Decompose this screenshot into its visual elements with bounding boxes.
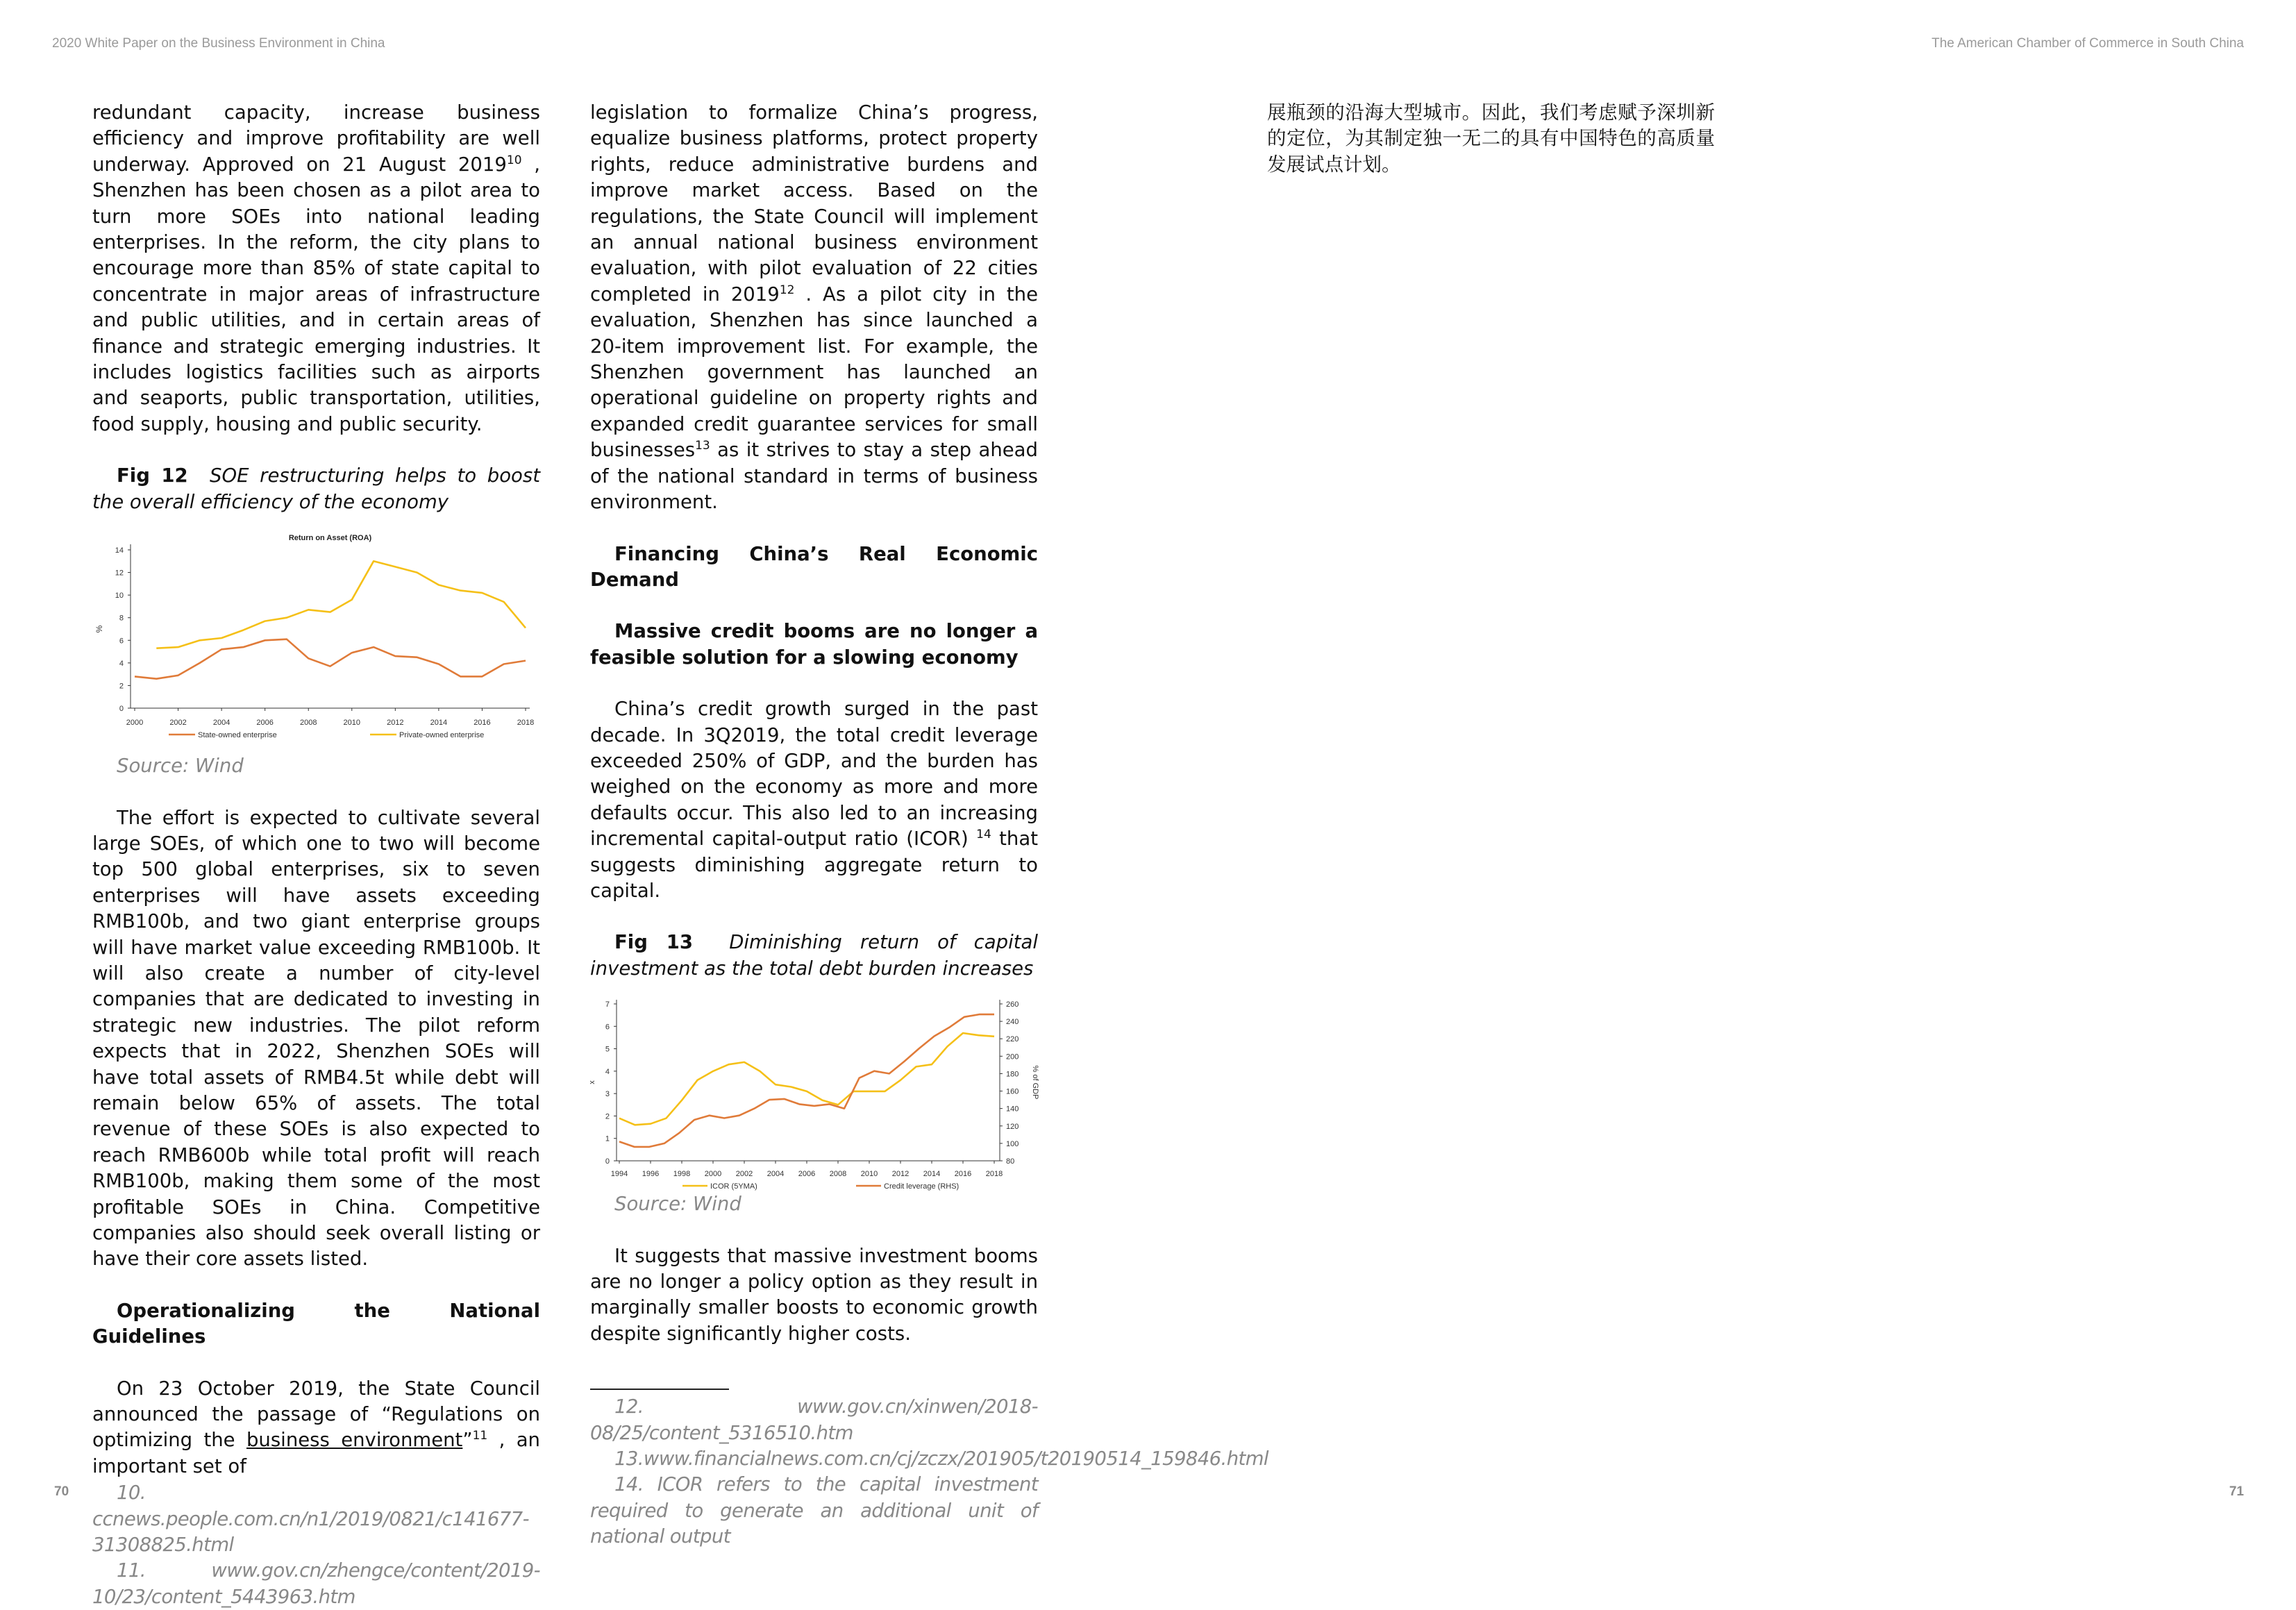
roa-line-chart (92, 522, 540, 748)
y-tick-label: 8 (119, 614, 124, 623)
x-tick-label: 2002 (735, 1170, 753, 1179)
x-tick-label: 2000 (704, 1170, 722, 1179)
y-right-tick-label: 180 (1006, 1070, 1019, 1079)
text-run: as it strives to stay a step ahead of the national standard in terms of business environment. (590, 439, 1038, 514)
footnote-11[interactable]: 11. www.gov.cn/zhengce/content/2019-10/23/content_5443963.htm (92, 1559, 540, 1608)
series-line-private (156, 561, 526, 648)
paragraph: The effort is expected to cultivate several large SOEs, of which one to two will become top 500 global enterprises, six to seven enterprises will have assets exceeding RMB100b, and two giant enterprise groups will have market value exceeding RMB100b. It will also create a number of city-level companies that are dedicated to investing in strategic new industries. The pilot reform expects that in 2022, Shenzhen SOEs will have total assets of RMB4.5t while debt will remain below 65% of assets. The total revenue of these SOEs is also expected to reach RMB600b while total profit will reach RMB100b, making them some of the most profitable SOEs in China. Competitive companies also should seek overall listing or have their core assets listed. (92, 806, 540, 1271)
y-axis-label: % (94, 625, 104, 633)
y-right-tick-label: 200 (1006, 1053, 1019, 1062)
footnote-ref[interactable]: 10 (506, 153, 522, 167)
running-header-right: The American Chamber of Commerce in South China (1932, 36, 2244, 51)
text-run: ” (462, 1429, 473, 1452)
icor-credit-line-chart (590, 989, 1038, 1190)
fig12-source: Source: Wind (117, 755, 244, 778)
footnote-13[interactable]: 13.www.financialnews.com.cn/cj/zczx/201905/t20190514_159846.html (614, 1448, 1268, 1470)
footnote-ref[interactable]: 13 (695, 439, 710, 453)
page-number-left: 70 (54, 1484, 69, 1499)
footnote-10[interactable]: 10. ccnews.people.com.cn/n1/2019/0821/c141677-31308825.html (92, 1482, 529, 1557)
text-run: redundant capacity, increase business efficiency and improve profitability are well underway. Approved on 21 August 2019 (92, 101, 540, 176)
x-tick-label: 1998 (673, 1170, 691, 1179)
x-tick-label: 2006 (798, 1170, 816, 1179)
y-axis-right-label: % of GDP (1031, 1065, 1039, 1100)
series-line-credit-leverage (619, 1014, 994, 1147)
footnote-rule (590, 1389, 729, 1390)
footnote-ref[interactable]: 14 (976, 828, 991, 841)
paragraph (92, 1376, 540, 1480)
fig13-caption-text: Diminishing return of capital investment as the total debt burden increases (590, 931, 1038, 980)
x-tick-label: 2016 (474, 719, 491, 728)
y-right-tick-label: 140 (1006, 1105, 1019, 1114)
fig12-caption-text: SOE restructuring helps to boost the overall efficiency of the economy (92, 464, 540, 513)
x-tick-label: 2016 (954, 1170, 972, 1179)
fig13-label: Fig 13 (614, 931, 694, 954)
fig12-label: Fig 12 (117, 464, 188, 487)
text-run: legislation to formalize China’s progress, equalize business platforms, protect property rights, reduce administrative burdens and improve market access. Based on the regulations, the State Council will implement an annual national business environment evaluation, with pilot evaluation of 22 cities completed in 2019 (590, 101, 1038, 305)
paragraph (590, 100, 1038, 516)
chinese-paragraph: 展瓶颈的沿海大型城市。因此，我们考虑赋予深圳新的定位，为其制定独一无二的具有中国特色的高质量发展试点计划。 (1267, 101, 1715, 176)
x-tick-label: 1994 (610, 1170, 628, 1179)
y-tick-label: 6 (119, 637, 124, 646)
x-tick-label: 2004 (212, 719, 231, 728)
x-tick-label: 2012 (891, 1170, 910, 1179)
y-tick-label: 0 (605, 1157, 610, 1166)
column-left (92, 100, 540, 1610)
y-tick-label: 2 (119, 682, 124, 691)
x-tick-label: 2014 (923, 1170, 941, 1179)
footnote-12[interactable]: 12. www.gov.cn/xinwen/2018-08/25/content_5316510.htm (590, 1395, 1038, 1444)
column-right (1267, 100, 1715, 178)
y-tick-label: 5 (605, 1045, 610, 1054)
text-run: China’s credit growth surged in the past decade. In 3Q2019, the total credit leverage exceeded 250% of GDP, and the burden has weighed on the economy as more and more defaults occur. This also led to an increasing incremental capital-output ratio (ICOR) (590, 698, 1038, 850)
y-tick-label: 4 (605, 1068, 610, 1077)
x-tick-label: 2008 (829, 1170, 847, 1179)
x-tick-label: 2018 (517, 719, 535, 728)
y-tick-label: 0 (119, 705, 124, 714)
x-tick-label: 2008 (299, 719, 317, 728)
series-line-soe (135, 639, 526, 679)
legend-label: State-owned enterprise (198, 731, 277, 740)
y-tick-label: 2 (605, 1112, 610, 1121)
legend-label: Private-owned enterprise (399, 731, 485, 740)
text-run: that suggests diminishing aggregate return to capital. (590, 828, 1038, 902)
x-tick-label: 2010 (860, 1170, 878, 1179)
x-tick-label: 2000 (126, 719, 144, 728)
y-tick-label: 12 (115, 569, 124, 578)
fig13-source: Source: Wind (614, 1193, 741, 1216)
y-tick-label: 1 (605, 1134, 610, 1143)
y-tick-label: 14 (115, 546, 124, 555)
x-tick-label: 2006 (256, 719, 274, 728)
y-axis-label: x (588, 1080, 596, 1084)
y-right-tick-label: 160 (1006, 1087, 1019, 1096)
x-tick-label: 2002 (169, 719, 187, 728)
column-middle (588, 100, 1268, 1550)
fig13-caption (590, 930, 1038, 982)
chart-title: Return on Asset (ROA) (288, 534, 372, 543)
y-right-tick-label: 220 (1006, 1035, 1019, 1044)
y-tick-label: 4 (119, 659, 124, 668)
fig12-caption (92, 463, 540, 515)
series-line-icor (619, 1033, 994, 1125)
y-tick-label: 6 (605, 1023, 610, 1032)
legend-label: Credit leverage (RHS) (884, 1182, 960, 1191)
subheading: Massive credit booms are no longer a feasible solution for a slowing economy (590, 620, 1038, 669)
y-tick-label: 10 (115, 592, 124, 601)
section-heading: Financing China’s Real Economic Demand (590, 542, 1038, 591)
text-run: On 23 October 2019, the State Council announced the passage of “Regulations on optimizing the (92, 1377, 540, 1452)
footnote-ref[interactable]: 11 (472, 1429, 488, 1443)
y-tick-label: 7 (605, 1000, 610, 1009)
x-tick-label: 2012 (387, 719, 404, 728)
footnote-ref[interactable]: 12 (779, 283, 795, 297)
subheading: Operationalizing the National Guidelines (92, 1299, 540, 1348)
x-tick-label: 2004 (766, 1170, 785, 1179)
running-header-left: 2020 White Paper on the Business Environment in China (52, 36, 385, 51)
text-run: , an important set of (92, 1429, 540, 1477)
x-tick-label: 2014 (430, 719, 448, 728)
text-run: , Shenzhen has been chosen as a pilot area to turn more SOEs into national leading enterprises. In the reform, the city plans to encourage more than 85% of state capital to concentrate in major areas of infrastructure and public utilities, and in certain areas of finance and strategic emerging industries. It includes logistics facilities such as airports and seaports, public transportation, utilities, food supply, housing and public security. (92, 153, 540, 435)
y-right-tick-label: 120 (1006, 1122, 1019, 1131)
y-right-tick-label: 80 (1006, 1157, 1015, 1166)
legend-label: ICOR (5YMA) (710, 1182, 757, 1191)
footnote-14: 14. ICOR refers to the capital investment required to generate an additional unit of national output (590, 1473, 1038, 1548)
y-right-tick-label: 240 (1006, 1018, 1019, 1027)
text-run: . As a pilot city in the evaluation, Shenzhen has since launched a 20-item improvement list. For example, the Shenzhen government has launched an operational guideline on property rights and expanded credit guarantee services for small businesses (590, 283, 1038, 462)
y-tick-label: 3 (605, 1090, 610, 1099)
paragraph (92, 100, 540, 437)
paragraph: It suggests that massive investment booms are no longer a policy option as they result in marginally smaller boosts to economic growth despite significantly higher costs. (590, 1244, 1038, 1345)
paragraph (590, 696, 1038, 904)
underlined-text: business environment (246, 1429, 463, 1452)
y-right-tick-label: 260 (1006, 1000, 1019, 1009)
x-tick-label: 2018 (985, 1170, 1003, 1179)
x-tick-label: 2010 (343, 719, 361, 728)
y-right-tick-label: 100 (1006, 1140, 1019, 1149)
x-tick-label: 1996 (642, 1170, 660, 1179)
page-number-right: 71 (2229, 1484, 2244, 1499)
